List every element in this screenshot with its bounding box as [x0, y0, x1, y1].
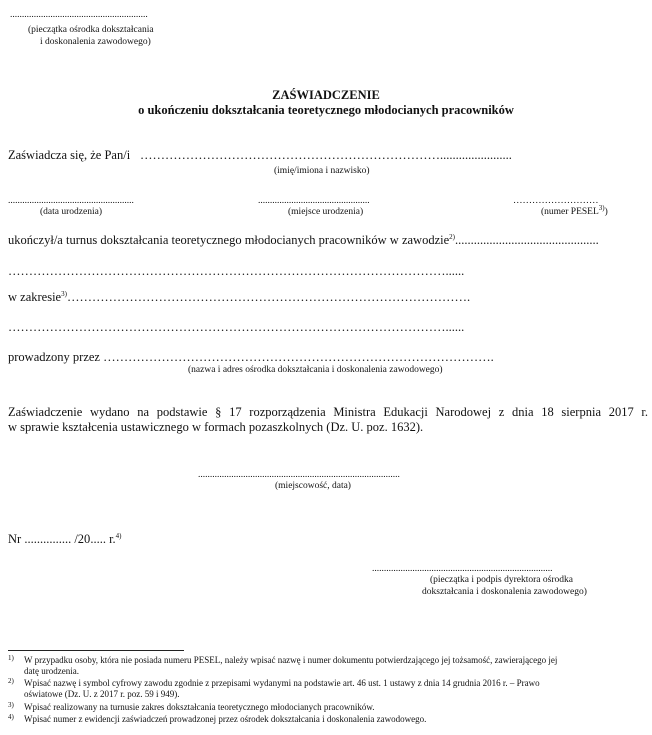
conducted-caption: (nazwa i adres ośrodka dokształcania i doskonalenia zawodowego) — [188, 365, 443, 375]
legal-basis-line1: Zaświadczenie wydano na podstawie § 17 rozporządzenia Ministra Edukacji Narodowej z dnia 18 sierpnia 2017 r. — [8, 405, 648, 419]
document-subtitle: o ukończeniu dokształcania teoretycznego młodocianych pracowników — [138, 103, 514, 117]
document-title: ZAŚWIADCZENIE — [272, 88, 380, 102]
name-field-caption: (imię/imiona i nazwisko) — [274, 166, 370, 176]
place-date-caption: (miejscowość, data) — [275, 481, 351, 491]
conducted-line: prowadzony przez …………………………………………………………………………………. — [8, 350, 494, 364]
signature-caption-line1: (pieczątka i podpis dyrektora ośrodka — [430, 575, 573, 585]
footnote-separator — [8, 650, 184, 651]
certify-label: Zaświadcza się, że Pan/i — [8, 148, 131, 162]
birth-place-dots: ............................................... — [258, 196, 370, 206]
scope-line: w zakresie$^{3)}$……………………………………………………………………………………. — [8, 289, 471, 304]
signature-dots: ............................................................................ — [372, 564, 553, 574]
pesel-dots: ……………………… — [513, 196, 599, 206]
birth-date-dots: ..................................................... — [8, 196, 134, 206]
profession-line2-dots: ……………………………………………………………………………………………...... — [8, 264, 465, 278]
signature-caption-line2: dokształcania i doskonalenia zawodowego) — [422, 587, 587, 597]
birth-place-caption: (miejsce urodzenia) — [288, 207, 364, 217]
stamp-caption-line2: i doskonalenia zawodowego) — [40, 37, 151, 47]
name-field-dots: ………………………………………………………………....................... — [140, 148, 512, 162]
scope-line2-dots: ……………………………………………………………………………………………...... — [8, 320, 465, 334]
legal-basis-line2: w sprawie kształcenia ustawicznego w formach pozaszkolnych (Dz. U. poz. 1632). — [8, 420, 424, 434]
register-number: Nr ............... /20..... r.$^{4)}$ — [8, 531, 122, 546]
stamp-dots-line: .......................................................... — [10, 10, 148, 20]
place-date-dots: ..................................................................................... — [198, 470, 400, 480]
stamp-caption-line1: (pieczątka ośrodka dokształcania — [28, 25, 154, 35]
birth-date-caption: (data urodzenia) — [40, 207, 102, 217]
pesel-caption: (numer PESEL$^{3)}$) — [541, 203, 608, 217]
completed-text: ukończył/a turnus dokształcania teoretycznego młodocianych pracowników w zawodzie$^{2)}$.............................................. — [8, 232, 599, 247]
